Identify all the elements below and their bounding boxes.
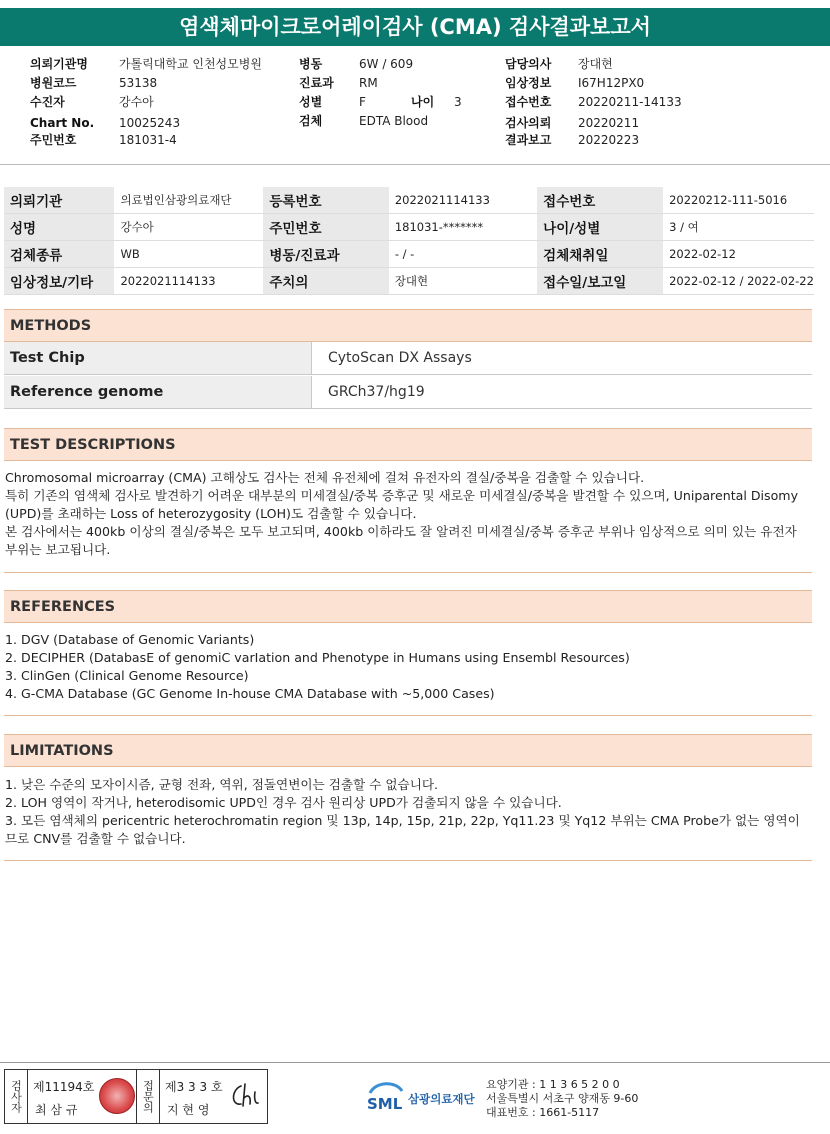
patient-info-table (4, 187, 814, 295)
info-key: 접수번호 (537, 187, 663, 214)
methods-row (4, 376, 812, 409)
address-line: 서울특별시 서초구 양재동 9-60 (486, 1092, 639, 1105)
section-divider (4, 572, 812, 573)
header-value: 6W / 609 (359, 57, 414, 71)
header-value: 181031-4 (119, 133, 177, 147)
info-value: 장대현 (389, 268, 537, 295)
header-value: 20220211 (578, 116, 640, 130)
info-key: 주치의 (263, 268, 388, 295)
report-title: 염색체마이크로어레이검사 (CMA) 검사결과보고서 (0, 8, 830, 46)
header-value: RM (359, 76, 378, 90)
header-value: EDTA Blood (359, 114, 429, 128)
info-value: 강수아 (114, 214, 263, 241)
list-item: 3. 모든 염색체의 pericentric heterochromatin region 및 13p, 14p, 15p, 21p, 22p, Yq11.23 및 Yq12 부위는 CMA Probe가 없는 영역이므로 CNV를 검출할 수 없습니다. (5, 813, 800, 846)
paragraph: 본 검사에서는 400kb 이상의 결실/중복은 모두 보고되며, 400kb 이하라도 잘 알려진 미세결실/중복 증후군 부위나 임상적으로 의미 있는 유전자 부위는 보고됩니다. (5, 524, 797, 557)
header-label: 주민번호 (30, 133, 77, 147)
methods-key: Test Chip (4, 342, 312, 374)
doctor-label: 접문의 (136, 1070, 160, 1123)
logo-name: 삼광의료재단 (408, 1092, 475, 1106)
header-col3 (505, 55, 755, 155)
info-key: 병동/진료과 (263, 241, 388, 268)
tester-license: 제11194호 (33, 1080, 95, 1094)
signature-box (4, 1069, 268, 1124)
doctor-license: 제3 3 3 호 (165, 1080, 223, 1094)
header-label: 병원코드 (30, 76, 77, 90)
address-line: 대표번호 : 1661-5117 (486, 1106, 600, 1119)
list-item: 2. DECIPHER (DatabasE of genomiC varIation and Phenotype in Humans using Ensembl Resources) (5, 650, 630, 665)
header-value: 장대현 (578, 57, 613, 71)
header-value: I67H12PX0 (578, 76, 645, 90)
info-key: 등록번호 (263, 187, 388, 214)
references-heading: REFERENCES (4, 590, 812, 623)
table-row (4, 241, 814, 268)
info-value: 2022021114133 (389, 187, 537, 214)
info-key: 임상정보/기타 (4, 268, 114, 295)
tester-label: 검사자 (5, 1070, 28, 1123)
list-item: 4. G-CMA Database (GC Genome In-house CMA Database with ~5,000 Cases) (5, 686, 495, 701)
methods-value: GRCh37/hg19 (328, 384, 425, 400)
doctor-name: 지 현 영 (167, 1103, 210, 1117)
list-item: 1. 낮은 수준의 모자이시즘, 균형 전좌, 역위, 점돌연변이는 검출할 수 없습니다. (5, 777, 439, 792)
list-item: 3. ClinGen (Clinical Genome Resource) (5, 668, 249, 683)
header-label: 병동 (299, 57, 323, 71)
table-row (4, 268, 814, 295)
header-value: 53138 (119, 76, 158, 90)
info-value: WB (114, 241, 263, 268)
header-label: 접수번호 (505, 95, 552, 109)
header-label: 결과보고 (505, 133, 552, 147)
address-line: 요양기관 : 1 1 3 6 5 2 0 0 (486, 1078, 620, 1091)
header-label: Chart No. (30, 116, 95, 130)
age-value: 3 (454, 95, 462, 109)
sml-logo-icon (366, 1079, 406, 1115)
info-value: 181031-******* (389, 214, 537, 241)
limitations-heading: LIMITATIONS (4, 734, 812, 767)
header-value: 가톨릭대학교 인천성모병원 (119, 57, 262, 71)
header-label: 검사의뢰 (505, 116, 552, 130)
header-value: 20220211-14133 (578, 95, 682, 109)
list-item: 2. LOH 영역이 작거나, heterodisomic UPD인 경우 검사 원리상 UPD가 검출되지 않을 수 있습니다. (5, 795, 562, 810)
info-value: 3 / 여 (663, 214, 814, 241)
header-value: 20220223 (578, 133, 640, 147)
methods-row (4, 342, 812, 375)
tester-name: 최 삼 규 (35, 1103, 78, 1117)
seal-icon (99, 1078, 135, 1114)
info-key: 접수일/보고일 (537, 268, 663, 295)
references-list (5, 631, 811, 703)
methods-key: Reference genome (4, 376, 312, 408)
list-item: 1. DGV (Database of Genomic Variants) (5, 632, 255, 647)
header-value: F (359, 95, 366, 109)
header-divider (0, 164, 830, 165)
info-value: 2022-02-12 / 2022-02-22 (663, 268, 814, 295)
header-col1 (30, 55, 300, 155)
info-key: 성명 (4, 214, 114, 241)
header-label: 담당의사 (505, 57, 552, 71)
info-key: 의뢰기관 (4, 187, 114, 214)
header-value: 강수아 (119, 95, 154, 109)
info-value: 20220212-111-5016 (663, 187, 814, 214)
info-value: - / - (389, 241, 537, 268)
lab-address (486, 1078, 638, 1120)
header-label: 의뢰기관명 (30, 57, 88, 71)
info-value: 2022021114133 (114, 268, 263, 295)
paragraph: Chromosomal microarray (CMA) 고해상도 검사는 전체 유전체에 걸쳐 유전자의 결실/중복을 검출할 수 있습니다. (5, 470, 645, 485)
info-key: 검체채취일 (537, 241, 663, 268)
table-row (4, 214, 814, 241)
info-key: 검체종류 (4, 241, 114, 268)
section-divider (4, 860, 812, 861)
methods-value: CytoScan DX Assays (328, 350, 472, 366)
age-label: 나이 (411, 95, 435, 109)
header-value: 10025243 (119, 116, 181, 130)
info-value: 의료법인삼광의료재단 (114, 187, 263, 214)
section-divider (4, 715, 812, 716)
header-label: 임상정보 (505, 76, 552, 90)
test-descriptions-heading: TEST DESCRIPTIONS (4, 428, 812, 461)
info-key: 주민번호 (263, 214, 388, 241)
methods-heading: METHODS (4, 309, 812, 342)
info-value: 2022-02-12 (663, 241, 814, 268)
paragraph: 특히 기존의 염색체 검사로 발견하기 어려운 대부분의 미세결실/중복 증후군 및 새로운 미세결실/중복을 발견할 수 있으며, Uniparental Disomy (UPD)를 초래하는 Loss of heterozygosity (LOH)도 검출할 수 있습니다. (5, 488, 799, 521)
table-row (4, 187, 814, 214)
test-descriptions-body (5, 469, 811, 559)
footer-divider (0, 1062, 830, 1063)
limitations-list (5, 776, 811, 848)
header-label: 성별 (299, 95, 323, 109)
logo-mark-text: SML (367, 1095, 403, 1113)
header-label: 진료과 (299, 76, 334, 90)
signature-icon (227, 1076, 267, 1116)
header-label: 수진자 (30, 95, 65, 109)
header-col2 (299, 55, 479, 155)
info-key: 나이/성별 (537, 214, 663, 241)
header-label: 검체 (299, 114, 323, 128)
